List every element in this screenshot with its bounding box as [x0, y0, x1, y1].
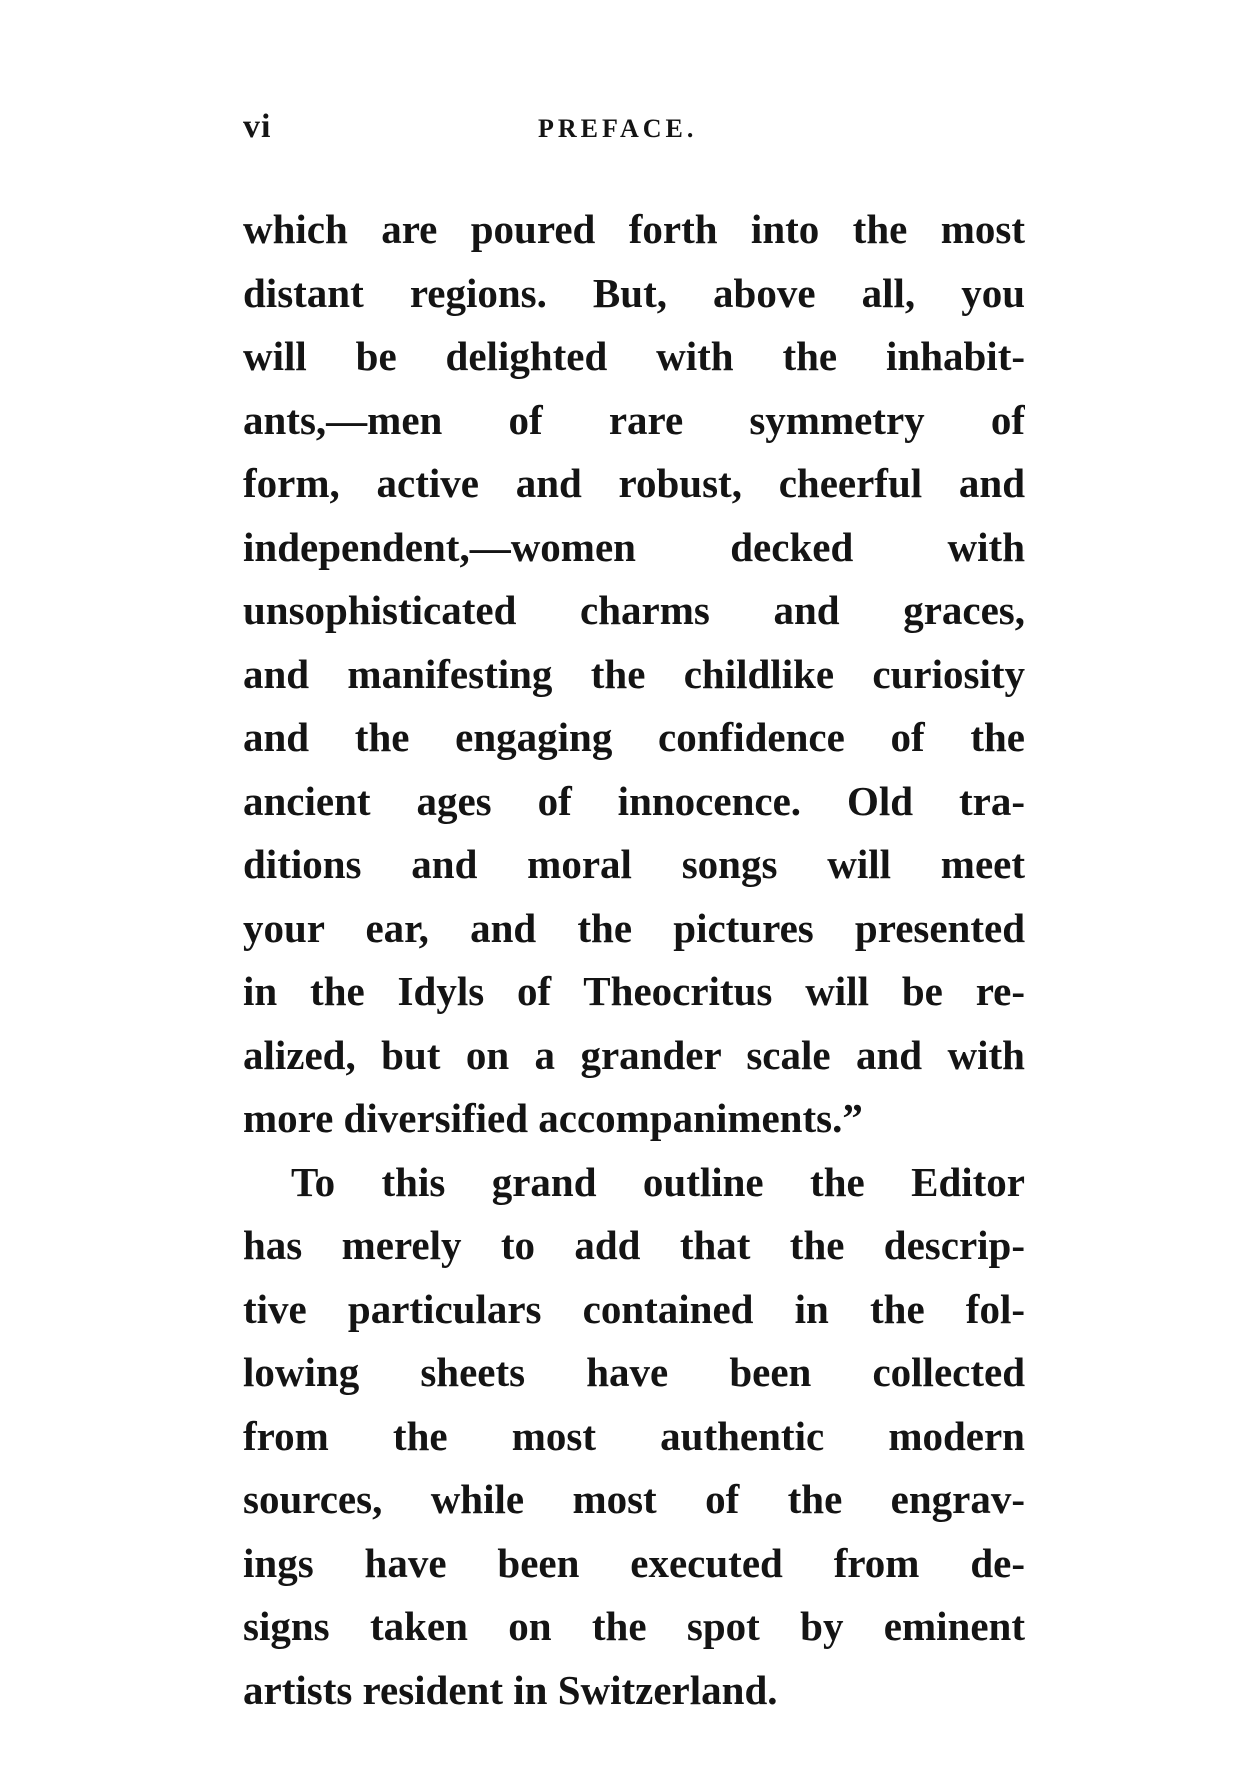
text-line: independent,—women decked with — [243, 523, 1025, 570]
text-line: will be delighted with the inhabit- — [243, 333, 1025, 379]
text-line: ings have been executed from de- — [243, 1539, 1025, 1586]
text-line: signs taken on the spot by eminent — [243, 1603, 1025, 1649]
text-line: ants,—men of rare symmetry of — [243, 396, 1025, 443]
paragraph-end-line: more diversified accompaniments.” — [243, 1095, 863, 1141]
text-line: distant regions. But, above all, you — [243, 269, 1025, 316]
text-line: form, active and robust, cheerful and — [243, 460, 1025, 506]
text-line: sources, while most of the engrav- — [243, 1476, 1025, 1522]
text-line: has merely to add that the descrip- — [243, 1222, 1025, 1268]
body-text — [243, 198, 1025, 1722]
text-line: unsophisticated charms and graces, — [243, 587, 1025, 633]
text-line: ancient ages of innocence. Old tra- — [243, 777, 1025, 824]
text-line: ditions and moral songs will meet — [243, 841, 1025, 887]
text-line: in the Idyls of Theocritus will be re- — [243, 968, 1025, 1014]
text-line: from the most authentic modern — [243, 1412, 1025, 1459]
text-line: and manifesting the childlike curiosity — [243, 650, 1025, 697]
running-head — [243, 108, 1023, 148]
text-line: which are poured forth into the most — [243, 206, 1025, 252]
text-line: your ear, and the pictures presented — [243, 904, 1025, 951]
text-line: and the engaging confidence of the — [243, 714, 1025, 760]
page-number: vi — [243, 108, 272, 145]
text-line: lowing sheets have been collected — [243, 1349, 1025, 1395]
paragraph-end-line: artists resident in Switzerland. — [243, 1666, 778, 1713]
text-line: tive particulars contained in the fol- — [243, 1285, 1025, 1332]
text-line: alized, but on a grander scale and with — [243, 1031, 1025, 1078]
paragraph-start-line: To this grand outline the Editor — [291, 1158, 1025, 1205]
running-title: PREFACE. — [538, 114, 698, 143]
